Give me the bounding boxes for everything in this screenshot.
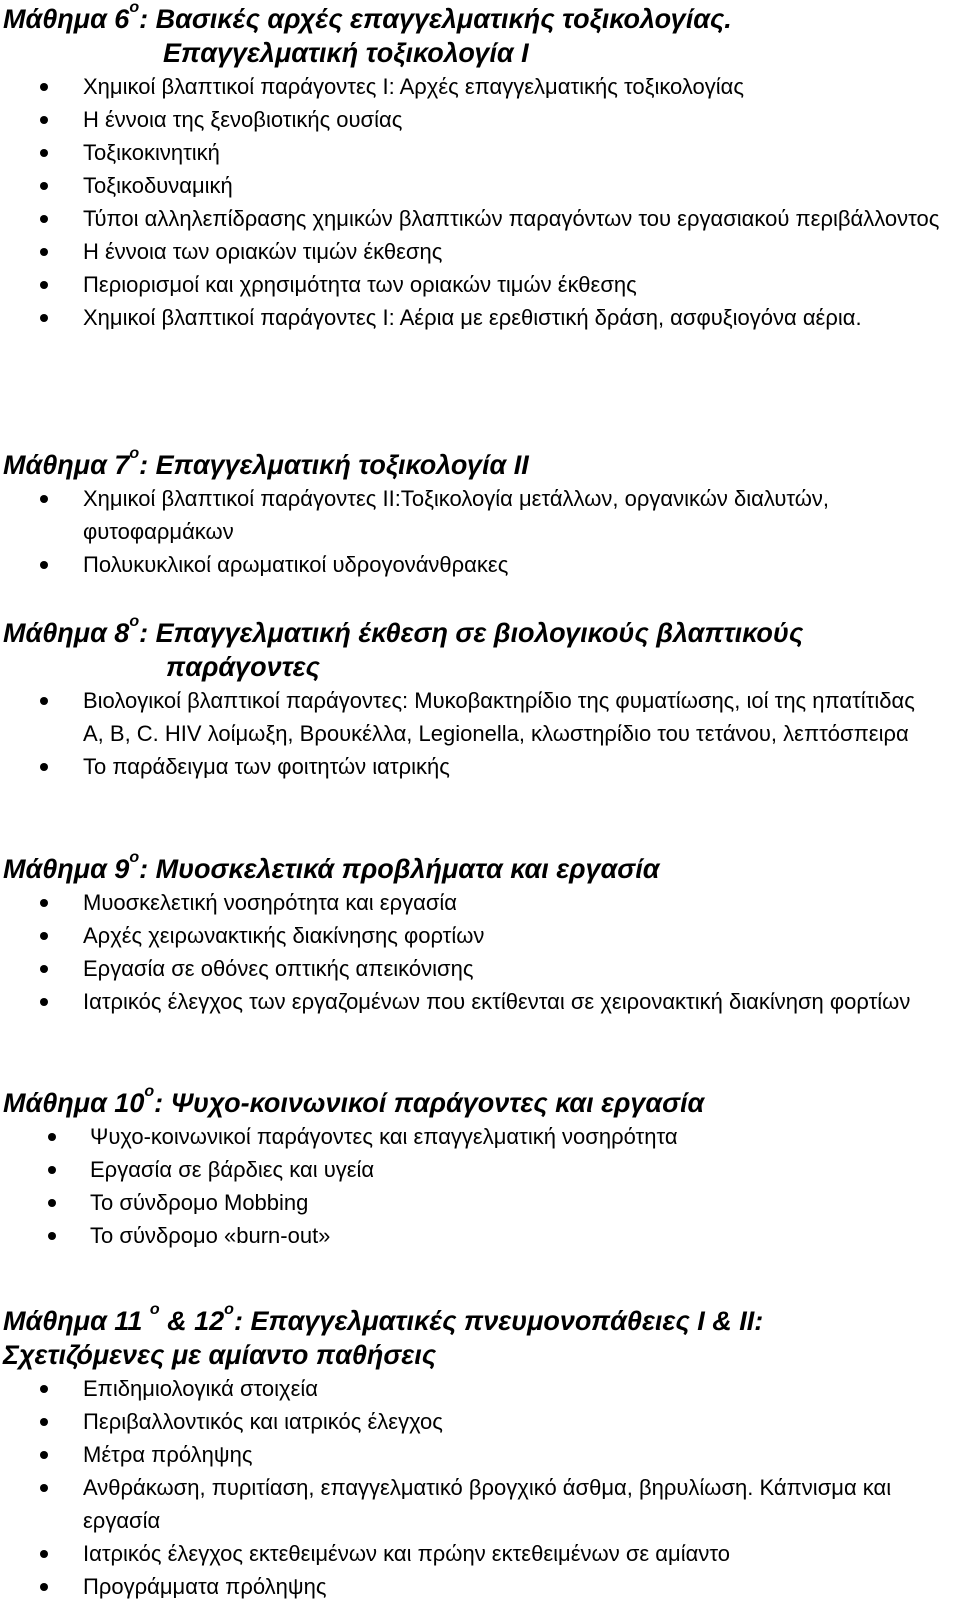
bullet-icon [40,215,48,223]
list-item: Ανθράκωση, πυριτίαση, επαγγελματικό βρογχικό άσθμα, βηρυλίωση. Κάπνισμα και εργασία [0,1471,960,1537]
bullet-icon [40,932,48,940]
list-item: Εργασία σε βάρδιες και υγεία [0,1153,960,1186]
bullet-icon [40,248,48,256]
bullet-icon [40,1385,48,1393]
bullet-icon [40,116,48,124]
list-item: Η έννοια της ξενοβιοτικής ουσίας [0,103,960,136]
lesson-11-12 [0,1301,960,1603]
lesson-topic-list [0,70,960,334]
lesson-6 [0,2,960,334]
bullet-icon [40,495,48,503]
list-item: Προγράμματα πρόληψης [0,1570,960,1603]
list-item: Ψυχο-κοινωνικοί παράγοντες και επαγγελματική νοσηρότητα [0,1120,960,1153]
list-item: Χημικοί βλαπτικοί παράγοντες ΙΙ:Τοξικολογία μετάλλων, οργανικών διαλυτών, φυτοφαρμάκων [0,482,960,548]
bullet-icon [40,697,48,705]
lesson-topic-list [0,1372,960,1603]
lesson-heading-continuation: Σχετιζόμενες με αμίαντο παθήσεις [3,1340,437,1370]
lesson-topic-list [0,886,960,1018]
list-item: Ιατρικός έλεγχος εκτεθειμένων και πρώην εκτεθειμένων σε αμίαντο [0,1537,960,1570]
list-item: Μέτρα πρόληψης [0,1438,960,1471]
bullet-icon [48,1166,56,1174]
bullet-icon [40,998,48,1006]
bullet-icon [40,899,48,907]
list-item: Αρχές χειρωνακτικής διακίνησης φορτίων [0,919,960,952]
list-item: Πολυκυκλικοί αρωματικοί υδρογονάνθρακες [0,548,960,581]
list-item: Το σύνδρομο «burn-out» [0,1219,960,1252]
bullet-icon [48,1133,56,1141]
bullet-icon [40,149,48,157]
lesson-10 [0,1083,960,1252]
bullet-icon [40,763,48,771]
list-item: Εργασία σε οθόνες οπτικής απεικόνισης [0,952,960,985]
list-item: Βιολογικοί βλαπτικοί παράγοντες: Μυκοβακτηρίδιο της φυματίωσης, ιοί της ηπατίτιδας Α, Β, C. HIV λοίμωξη, Βρουκέλλα, Legionella, κλωστηρίδιο του τετάνου, λεπτόσπειρα [0,684,960,750]
lesson-heading: Μάθημα 11 $^o$ & $12^o$: Επαγγελματικές πνευμονοπάθειες Ι & ΙΙ: Σχετιζόμενες με αμίαντο παθήσεις [0,1304,960,1372]
lesson-8 [0,613,960,783]
lesson-heading-continuation: παράγοντες [166,652,320,682]
bullet-icon [40,965,48,973]
list-item: Τοξικοδυναμική [0,169,960,202]
bullet-icon [40,1550,48,1558]
bullet-icon [48,1199,56,1207]
list-item: Χημικοί βλαπτικοί παράγοντες Ι: Αέρια με ερεθιστική δράση, ασφυξιογόνα αέρια. [0,301,960,334]
bullet-icon [40,561,48,569]
list-item: Το παράδειγμα των φοιτητών ιατρικής [0,750,960,783]
lesson-topic-list [0,1120,960,1252]
list-item: Χημικοί βλαπτικοί παράγοντες Ι: Αρχές επαγγελματικής τοξικολογίας [0,70,960,103]
lesson-7 [0,445,960,581]
list-item: Ιατρικός έλεγχος των εργαζομένων που εκτίθενται σε χειρονακτική διακίνηση φορτίων [0,985,960,1018]
lesson-9 [0,849,960,1018]
bullet-icon [40,314,48,322]
list-item: Η έννοια των οριακών τιμών έκθεσης [0,235,960,268]
list-item: Μυοσκελετική νοσηρότητα και εργασία [0,886,960,919]
lesson-heading: Μάθημα $10^o$: Ψυχο-κοινωνικοί παράγοντες και εργασία [3,1083,705,1118]
bullet-icon [40,182,48,190]
lesson-heading-continuation: Επαγγελματική τοξικολογία Ι [163,38,529,68]
bullet-icon [40,1484,48,1492]
bullet-icon [40,1418,48,1426]
lesson-topic-list [0,684,960,783]
bullet-icon [40,281,48,289]
list-item: Το σύνδρομο Mobbing [0,1186,960,1219]
lesson-heading: Μάθημα $6^o$: Βασικές αρχές επαγγελματικής τοξικολογίας. Επαγγελματική τοξικολογία Ι [0,2,960,70]
lesson-heading: Μάθημα $7^o$: Επαγγελματική τοξικολογία ΙΙ [3,445,529,480]
bullet-icon [40,83,48,91]
list-item: Τύποι αλληλεπίδρασης χημικών βλαπτικών παραγόντων του εργασιακού περιβάλλοντος [0,202,960,235]
bullet-icon [40,1583,48,1591]
bullet-icon [40,1451,48,1459]
list-item: Επιδημιολογικά στοιχεία [0,1372,960,1405]
list-item: Τοξικοκινητική [0,136,960,169]
bullet-icon [48,1232,56,1240]
lesson-heading: Μάθημα $9^o$: Μυοσκελετικά προβλήματα και εργασία [3,849,660,884]
list-item: Περιβαλλοντικός και ιατρικός έλεγχος [0,1405,960,1438]
lesson-topic-list [0,482,960,581]
lesson-heading: Μάθημα $8^o$: Επαγγελματική έκθεση σε βιολογικούς βλαπτικούς παράγοντες [0,616,960,684]
list-item: Περιορισμοί και χρησιμότητα των οριακών τιμών έκθεσης [0,268,960,301]
